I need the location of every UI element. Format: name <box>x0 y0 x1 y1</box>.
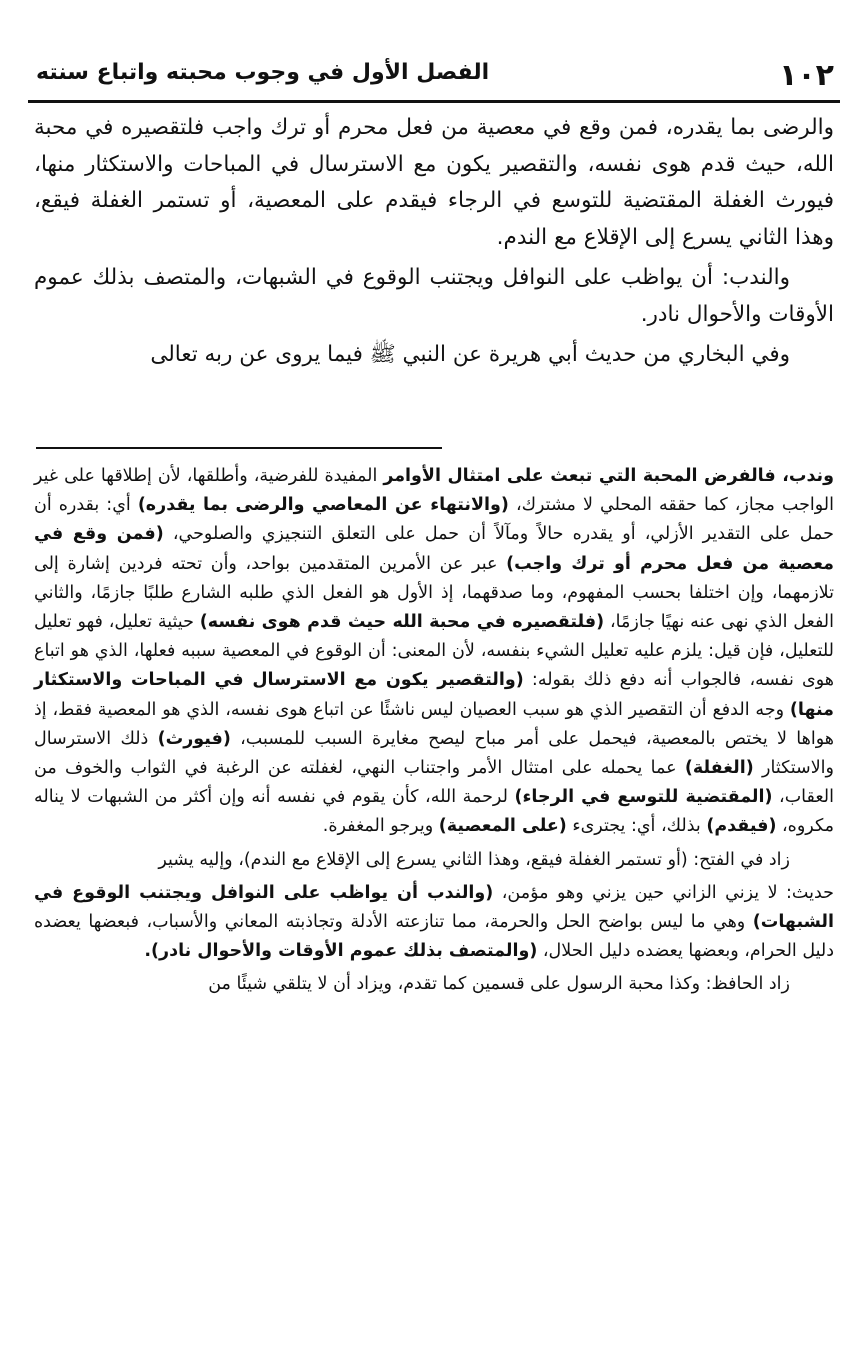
main-text <box>34 110 834 378</box>
commentary-text: حيثية تعليل، فهو تعليل للتعليل، فإن قيل: يلزم عليه تعليل الشيء بنفسه، لأن المعنى: أن الوقوع في المعصية سببه فعلها، الذي هو اتباع هوى نفسه، فالجواب أنه دفع ذلك بقوله: <box>34 612 835 691</box>
chapter-title: الفصل الأول في وجوب محبته واتباع سنته <box>36 60 490 85</box>
commentary-quoted-text: (والانتهاء عن المعاصي والرضى بما يقدره) <box>137 495 509 516</box>
commentary-quoted-text: (فمن وقع في معصية من فعل محرم أو ترك واجب) <box>34 524 834 574</box>
main-paragraph-2: والندب: أن يواظب على النوافل ويجتنب الوقوع في الشبهات، والمتصف بذلك عموم الأوقات والأحوال نادر. <box>34 265 834 327</box>
commentary-quoted-text: (المقتضية للتوسع في الرجاء) <box>514 787 773 808</box>
commentary-text: وهي ما ليس بواضح الحل والحرمة، مما تنازعته الأدلة وتجاذبته المعاني والأسباب، فبعضها يعضده دليل الحرام، وبعضها يعضده دليل الحلال، <box>34 912 834 962</box>
commentary-quoted-text: (فلتقصيره في محبة الله حيث قدم هوى نفسه) <box>199 612 605 633</box>
main-paragraph-3: وفي البخاري من حديث أبي هريرة عن النبي ﷺ فيما يروى عن ربه تعالى <box>150 342 790 367</box>
commentary-text: لرحمة الله، كأن يقوم في نفسه أنه وإن أكثر من الشبهات لا يناله مكروه، <box>34 787 834 837</box>
commentary-quoted-text: (فيقدم) <box>706 816 777 837</box>
commentary-paragraph-2: زاد في الفتح: (أو تستمر الغفلة فيقع، وهذا الثاني يسرع إلى الإقلاع مع الندم)، وإليه يشير <box>158 849 790 870</box>
commentary-text: عما يحمله على امتثال الأمر واجتناب النهي، لغفلته عن الرغبة في الثواب والخوف من العقاب، <box>34 758 834 808</box>
main-paragraph-1: والرضى بما يقدره، فمن وقع في معصية من فعل محرم أو ترك واجب فلتقصيره في محبة الله، حيث قدم هوى نفسه، والتقصير يكون مع الاسترسال في المباحات والاستكثار منها، فيورث الغفلة المقتضية للتوسع في الرجاء فيقدم على المعصية، أو تستمر الغفلة فيقع، وهذا الثاني يسرع إلى الإقلاع مع الندم. <box>34 115 834 250</box>
commentary-quoted-text: (والتقصير يكون مع الاسترسال في المباحات والاستكثار منها) <box>34 670 834 720</box>
commentary-text: ويرجو المغفرة. <box>322 816 439 837</box>
commentary-text: وجه الدفع أن التقصير الذي هو سبب العصيان ليس ناشئًا عن اتباع هوى نفسه، الذي هو المعصية فقط، إذ هواها لا يختص بالمعصية، فيحمل على أمر مباح ليصح مغايرة السبب للمسبب، <box>34 699 834 749</box>
commentary-text: ذلك الاسترسال والاستكثار <box>34 728 834 779</box>
page-number: ١٠٢ <box>779 58 834 93</box>
commentary-text: حديث: لا يزني الزاني حين يزني وهو مؤمن، <box>493 882 834 903</box>
commentary-quoted-text: (فيورث) <box>157 728 231 749</box>
page-header <box>28 56 840 103</box>
commentary-quoted-text: (والمتصف بذلك عموم الأوقات والأحوال نادر). <box>144 941 538 962</box>
commentary-quoted-text: (والندب أن يواظب على النوافل ويجتنب الوقوع في الشبهات) <box>34 882 834 933</box>
commentary-text: أي: بقدره أن حمل على التقدير الأزلي، أو يقدره حالاً ومآلاً أن حمل على التعلق التنجيزي والصلوحي، <box>34 495 834 545</box>
commentary-paragraph-1 <box>34 462 834 842</box>
commentary-quoted-text: (على المعصية) <box>438 816 567 837</box>
commentary-text: بذلك، أي: يجترىء <box>566 816 707 837</box>
commentary-paragraph-4: زاد الحافظ: وكذا محبة الرسول على قسمين كما تقدم، ويزاد أن لا يتلقي شيئًا من <box>208 974 790 995</box>
commentary-text: عبر عن الأمرين المتقدمين بواحد، وأن تحته فردين إشارة إلى تلازمهما، وإن اختلفا بحسب المفهوم، وما صدقهما، إذ الأول هو الفعل الذي طلبه الشارع طلبًا جازمًا، والثاني الفعل الذي نهى عنه نهيًا جازمًا، <box>34 553 834 633</box>
commentary-paragraph-3 <box>34 879 834 967</box>
commentary <box>34 462 834 1004</box>
commentary-quoted-text: (الغفلة) <box>684 758 754 779</box>
commentary-quoted-text: وندب، فالفرض المحبة التي تبعث على امتثال الأوامر <box>383 466 835 486</box>
footnote-divider <box>36 447 442 449</box>
commentary-text: المفيدة للفرضية، وأطلقها، لأن إطلاقها على غير الواجب مجاز، كما حققه المحلي لا مشترك، <box>34 466 834 516</box>
